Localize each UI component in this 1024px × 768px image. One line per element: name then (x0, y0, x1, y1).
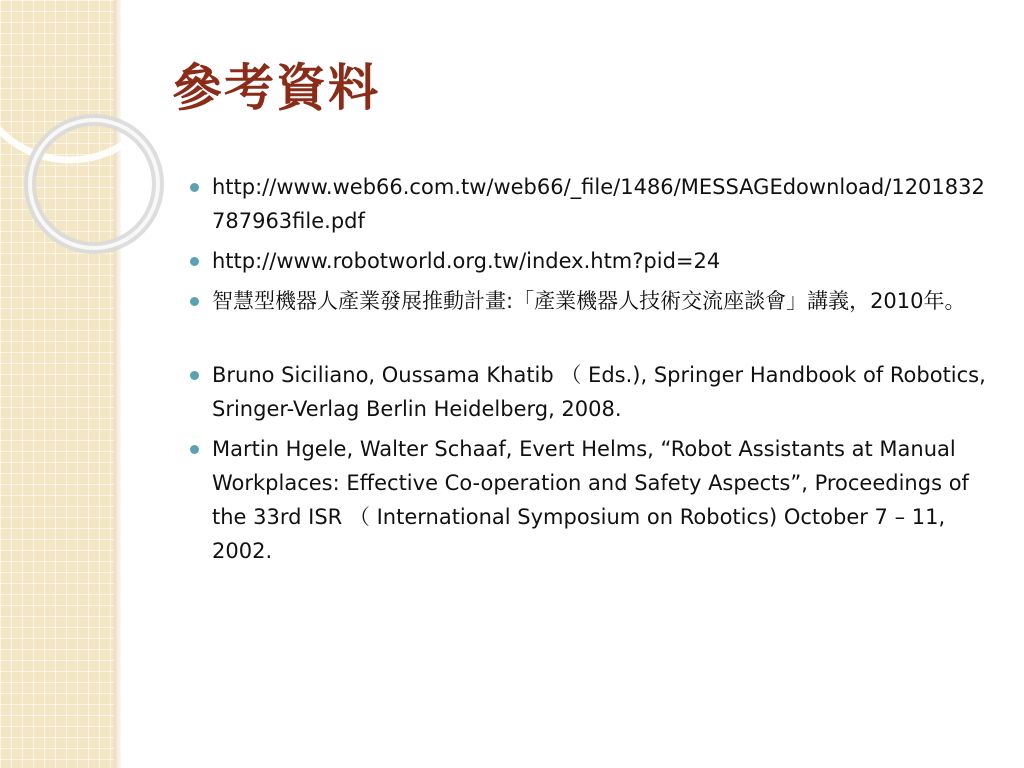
reference-list (190, 170, 990, 568)
reference-text: 智慧型機器人產業發展推動計畫:「產業機器人技術交流座談會」講義，2010年。 (212, 289, 966, 313)
reference-text: http://www.web66.com.tw/web66/_file/1486/MESSAGEdownload/1201832787963file.pdf (212, 175, 985, 233)
reference-item (190, 244, 990, 278)
reference-text: Martin Hgele, Walter Schaaf, Evert Helms, “Robot Assistants at Manual Workplaces: Effective Co-operation and Safety Aspects”, Proceedings of the 33rd ISR （ International Symposium on Robotics) October 7 – 11, 2002. (212, 437, 969, 563)
reference-item (190, 284, 990, 318)
reference-item (190, 170, 990, 238)
bullet-icon (190, 183, 199, 192)
bullet-icon (190, 297, 199, 306)
bullet-icon (190, 445, 199, 454)
bullet-icon (190, 371, 199, 380)
reference-text: http://www.robotworld.org.tw/index.htm?pid=24 (212, 249, 721, 273)
decorative-circles (0, 0, 200, 320)
bullet-icon (190, 257, 199, 266)
reference-item (190, 358, 990, 426)
reference-item (190, 432, 990, 568)
decorative-circle-small-inner (30, 120, 158, 248)
reference-text: Bruno Siciliano, Oussama Khatib （ Eds.), Springer Handbook of Robotics, Sringer-Verlag Berlin Heidelberg, 2008. (212, 363, 986, 421)
slide-title: 參考資料 (172, 58, 380, 117)
